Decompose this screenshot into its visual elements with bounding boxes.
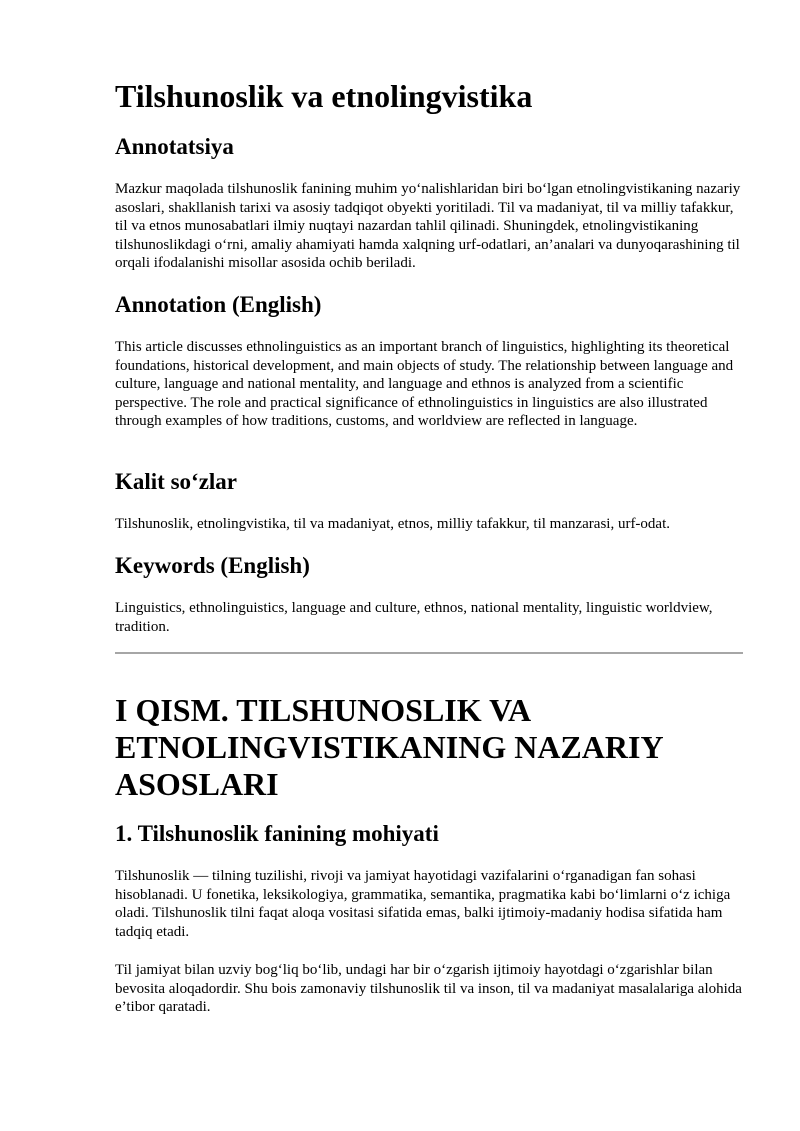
document-title: Tilshunoslik va etnolingvistika: [115, 78, 533, 114]
section-paragraph-2: Til jamiyat bilan uzviy bog‘liq bo‘lib, undagi har bir o‘zgarish ijtimoiy hayotdagi o‘zgarishlar bilan bevosita aloqadordir. Shu bois zamonaviy tilshunoslik til va inson, til va madaniyat masalalariga alohida e’tibor qaratadi.: [115, 962, 742, 1015]
keywords-uz-text: Tilshunoslik, etnolingvistika, til va madaniyat, etnos, milliy tafakkur, til manzarasi, urf-odat.: [115, 516, 671, 532]
section-paragraph-1: Tilshunoslik — tilning tuzilishi, rivoji va jamiyat hayotidagi vazifalarini o‘rganadigan fan sohasi hisoblanadi. U fonetika, leksikologiya, grammatika, semantika, pragmatika kabi bo‘limlarni o‘z ichiga oladi. Tilshunoslik tilni faqat aloqa vositasi sifatida emas, balki ijtimoiy-madaniy hodisa sifatida ham tadqiq etadi.: [115, 868, 731, 940]
annotation-uz-text: Mazkur maqolada tilshunoslik fanining muhim yo‘nalishlaridan biri bo‘lgan etnolingvistikaning nazariy asoslari, shakllanish tarixi va asosiy tadqiqot obyekti yoritiladi. Til va madaniyat, til va milliy tafakkur, til va etnos munosabatlari ilmiy nuqtayi nazardan tahlil qilinadi. Shuningdek, etnolingvistikaning tilshunoslikdagi o‘rni, amaliy ahamiyati hamda xalqning urf-odatlari, an’analari va dunyoqarashining til orqali ifodalanishi misollar asosida ochib beriladi.: [115, 181, 741, 271]
annotation-uz-heading: Annotatsiya: [115, 134, 234, 159]
keywords-en-text: Linguistics, ethnolinguistics, language and culture, ethnos, national mentality, linguistic worldview, tradition.: [115, 600, 713, 635]
keywords-uz-heading: Kalit so‘zlar: [115, 469, 237, 494]
section-divider: [115, 652, 743, 654]
part-title: I QISM. TILSHUNOSLIK VA ETNOLINGVISTIKANING NAZARIY ASOSLARI: [115, 692, 663, 802]
annotation-en-text: This article discusses ethnolinguistics as an important branch of linguistics, highlighting its theoretical foundations, historical development, and main objects of study. The relationship between language and culture, language and national mentality, and language and ethnos is analyzed from a scientific perspective. The role and practical significance of ethnolinguistics in linguistics are also illustrated through examples of how traditions, customs, and worldview are reflected in language.: [115, 339, 734, 429]
keywords-en-heading: Keywords (English): [115, 553, 310, 578]
annotation-en-heading: Annotation (English): [115, 292, 322, 317]
section-heading: 1. Tilshunoslik fanining mohiyati: [115, 821, 439, 846]
